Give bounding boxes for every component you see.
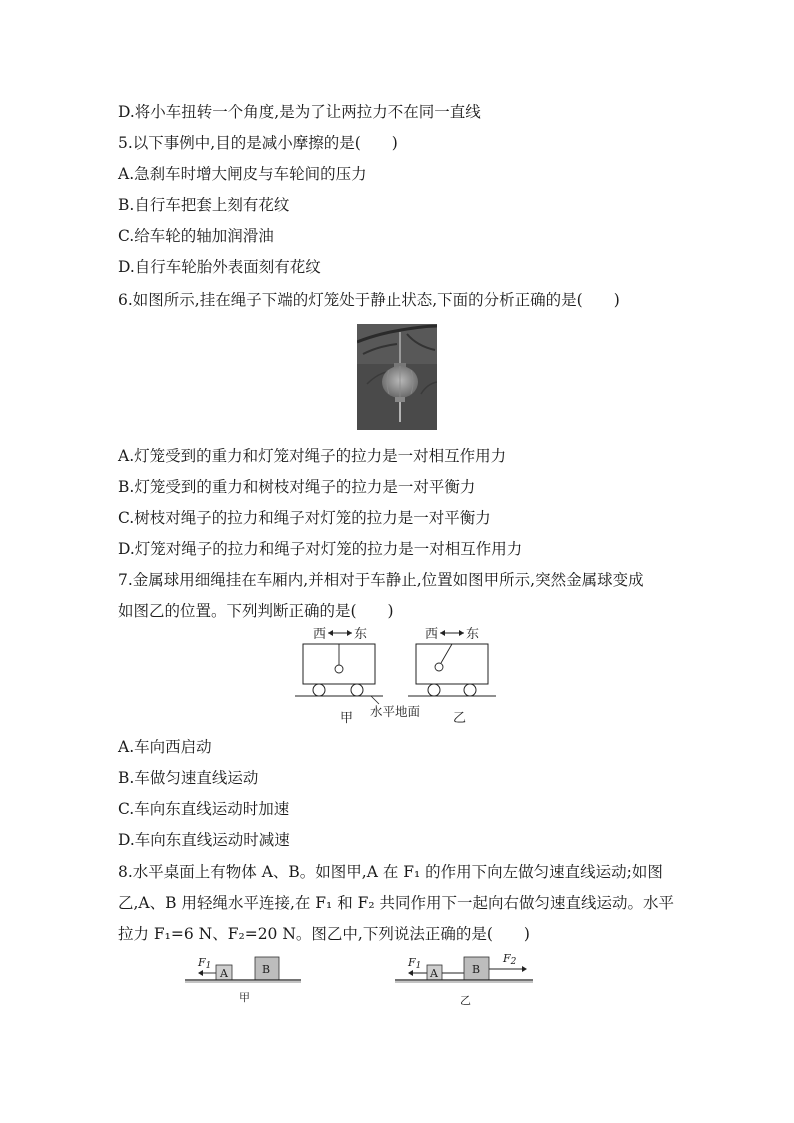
fig8-jia-label: 甲 (239, 991, 250, 1004)
q6-option-c: C.树枝对绳子的拉力和绳子对灯笼的拉力是一对平衡力 (118, 509, 491, 527)
fig7-jia-label: 甲 (340, 711, 354, 726)
q6-option-b: B.灯笼受到的重力和树枝对绳子的拉力是一对平衡力 (118, 478, 476, 496)
q7-option-a: A.车向西启动 (118, 738, 212, 756)
fig8-yi-block-a-label: A (430, 967, 438, 980)
fig8-yi-label: 乙 (460, 994, 471, 1007)
q7-stem-line1: 7.金属球用细绳挂在车厢内,并相对于车静止,位置如图甲所示,突然金属球变成 (118, 571, 644, 589)
fig7-yi-ball (435, 663, 443, 671)
fig7-jia-east-label: 东 (354, 627, 368, 642)
fig8-jia-block-b-label: B (262, 963, 271, 976)
q8-stem-line1: 8.水平桌面上有物体 A、B。如图甲,A 在 F₁ 的作用下向左做匀速直线运动;如图 (118, 863, 663, 881)
fig7-jia-west-label: 西 (313, 627, 327, 642)
q8-stem-line2: 乙,A、B 用轻绳水平连接,在 F₁ 和 F₂ 共同作用下一起向右做匀速直线运动。水平 (118, 894, 675, 912)
q4-option-d: D.将小车扭转一个角度,是为了让两拉力不在同一直线 (118, 103, 481, 121)
q5-option-c: C.给车轮的轴加润滑油 (118, 227, 274, 245)
q5-stem: 5.以下事例中,目的是减小摩擦的是( ) (118, 134, 398, 152)
fig7-jia-ball (335, 665, 343, 673)
fig7-ground-label: 水平地面 (370, 704, 421, 719)
fig8-yi-f1-label: F1 (408, 956, 422, 971)
q5-option-a: A.急刹车时增大闸皮与车轮间的压力 (118, 165, 367, 183)
q5-option-b: B.自行车把套上刻有花纹 (118, 196, 290, 214)
q5-option-d: D.自行车轮胎外表面刻有花纹 (118, 258, 321, 276)
fig7-yi-west-label: 西 (425, 627, 439, 642)
q7-stem-line2: 如图乙的位置。下列判断正确的是( ) (118, 602, 394, 620)
fig8-yi (393, 952, 539, 1010)
q8-stem-line3: 拉力 F₁=6 N、F₂=20 N。图乙中,下列说法正确的是( ) (118, 925, 530, 943)
lantern-photo (357, 324, 437, 430)
fig8-yi-f2-label: F2 (503, 952, 517, 967)
fig8-jia-block-a-label: A (220, 967, 228, 980)
q7-option-c: C.车向东直线运动时加速 (118, 800, 290, 818)
fig7-yi-label: 乙 (453, 711, 467, 726)
fig8-jia-f1-label: F1 (198, 956, 212, 971)
q6-option-a: A.灯笼受到的重力和灯笼对绳子的拉力是一对相互作用力 (118, 447, 507, 465)
q6-stem: 6.如图所示,挂在绳子下端的灯笼处于静止状态,下面的分析正确的是( ) (118, 291, 620, 309)
fig7-yi-cart (416, 644, 488, 684)
fig8-jia (183, 952, 305, 1008)
fig8-yi-block-b-label: B (472, 963, 481, 976)
q7-option-d: D.车向东直线运动时减速 (118, 831, 290, 849)
fig7-yi-east-label: 东 (466, 627, 480, 642)
q7-option-b: B.车做匀速直线运动 (118, 769, 259, 787)
q6-option-d: D.灯笼对绳子的拉力和绳子对灯笼的拉力是一对相互作用力 (118, 540, 523, 558)
fig7-carts (295, 622, 500, 730)
